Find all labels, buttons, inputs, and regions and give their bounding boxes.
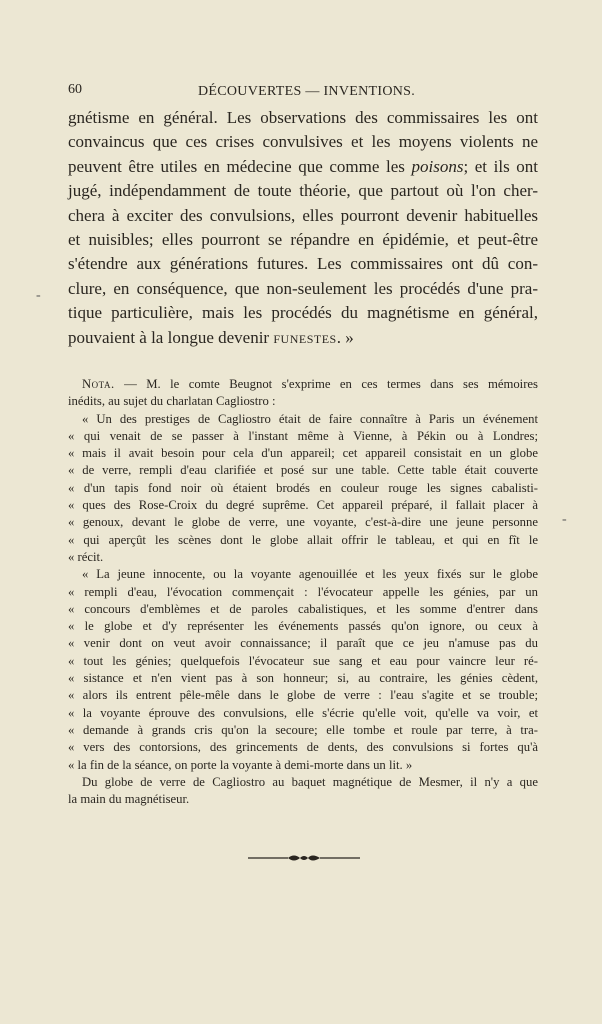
note-line: « mais il avait besoin pour cela d'un appareil; cet appareil consistait en un globe	[68, 446, 538, 461]
main-line-poisons	[68, 155, 538, 179]
main-line-text: peuvent être utiles en médecine que comme les	[68, 156, 405, 176]
note-line: « la voyante éprouve des convulsions, elle s'écrie qu'elle voit, qu'elle va voir, et	[68, 705, 538, 720]
running-head: DÉCOUVERTES — INVENTIONS.	[198, 84, 416, 99]
note-line: « le globe et d'y représenter les événements passés qu'on ignore, ou ceux à	[68, 619, 538, 634]
footnote-block	[68, 376, 538, 808]
note-line: « de verre, rempli d'eau clarifiée et posé sur une table. Cette table était couverte	[68, 463, 538, 478]
note-line: « La jeune innocente, ou la voyante agenouillée et les yeux fixés sur le globe	[82, 567, 538, 582]
note-line: « d'un tapis fond noir où étaient brodés en couleur rouge les signes cabalisti-	[68, 480, 538, 495]
note-line	[68, 376, 538, 393]
note-line: « la fin de la séance, on porte la voyante à demi-morte dans un lit. »	[68, 757, 413, 772]
margin-mark: -	[36, 288, 41, 303]
note-line: « qui venait de se passer à l'instant même à Vienne, à Pékin ou à Londres;	[68, 428, 538, 443]
poisons-word: poisons	[411, 156, 464, 176]
main-paragraph	[68, 106, 538, 350]
note-line: « demande à grands cris qu'on la secoure; elle tombe et roule par terre, à tra-	[68, 722, 538, 737]
main-line-last	[68, 326, 538, 350]
main-line: tique particulière, mais les procédés du magnétisme en général,	[68, 303, 538, 323]
note-line: « Un des prestiges de Cagliostro était de faire connaître à Paris un événement	[82, 411, 538, 426]
note-line-text: — M. le comte Beugnot s'exprime en ces termes dans ses mémoires	[114, 377, 538, 391]
page-header	[68, 82, 538, 102]
note-line: inédits, au sujet du charlatan Cagliostro :	[68, 394, 276, 409]
main-line: convaincus que ces crises convulsives et les moyens violents ne	[68, 132, 538, 152]
note-line: « vers des contorsions, des grincements de dents, des convulsions si fortes qu'à	[68, 740, 538, 755]
note-line: Du globe de verre de Cagliostro au baquet magnétique de Mesmer, il n'y a que	[82, 774, 538, 789]
note-line: « concours d'emblèmes et de paroles cabalistiques, et les somme d'entrer dans	[68, 601, 538, 616]
end-quote: . »	[336, 327, 354, 347]
main-line: clure, en conséquence, que non-seulement les procédés d'une pra-	[68, 278, 538, 298]
funestes-word: funestes	[273, 327, 337, 347]
note-line: « rempli d'eau, l'évocation commençait : l'évocateur appelle les génies, par un	[68, 584, 538, 599]
end-ornament	[248, 852, 360, 864]
note-line: « genoux, devant le globe de verre, une voyante, c'est-à-dire une jeune personne	[68, 515, 538, 530]
main-line: s'étendre aux générations futures. Les commissaires ont dû con-	[68, 254, 538, 274]
note-line: « sistance et n'en vient pas à son honneur; si, au contraire, les génies cèdent,	[68, 671, 538, 686]
note-line: « ques des Rose-Croix du degré suprême. Cet appareil préparé, il fallait placer à	[68, 498, 538, 513]
note-line: « venir dont on veut avoir connaissance; il paraît que ce jeu n'amuse pas du	[68, 636, 538, 651]
note-line: la main du magnétiseur.	[68, 792, 190, 807]
note-line: « récit.	[68, 549, 104, 564]
margin-mark: -	[562, 512, 567, 527]
main-line: et nuisibles; elles pourront se répandre en épidémie, et peut-être	[68, 230, 538, 250]
nota-label: Nota.	[82, 377, 115, 391]
note-line: « tout les génies; quelquefois l'évocateur sue sang et eau pour vaincre leur ré-	[68, 653, 538, 668]
page-number: 60	[68, 82, 82, 97]
main-line: gnétisme en général. Les observations des commissaires les ont	[68, 108, 538, 127]
note-line: « alors ils entrent pêle-mêle dans le globe de verre : l'eau s'agite et se trouble;	[68, 688, 538, 703]
main-line: jugé, indépendamment de toute théorie, que partout où l'on cher-	[68, 181, 538, 201]
main-line-text: ; et ils ont	[463, 156, 538, 176]
note-line: « qui aperçût les scènes dont le globe allait offrir le tableau, et qui en fît le	[68, 532, 538, 547]
main-line: chera à exciter des convulsions, elles pourront devenir habituelles	[68, 205, 538, 225]
main-line-text: pouvaient à la longue devenir	[68, 327, 270, 347]
